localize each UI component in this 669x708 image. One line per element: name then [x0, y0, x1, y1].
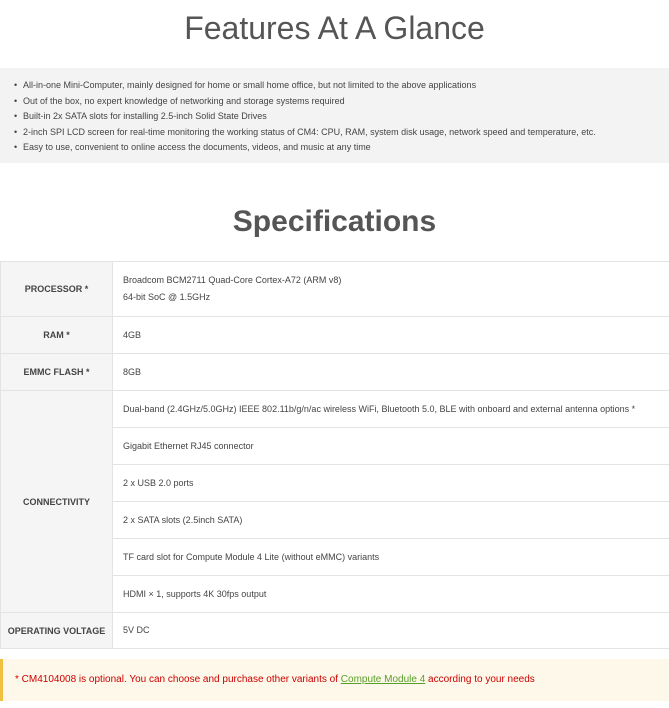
- emmc-value: 8GB: [113, 354, 669, 391]
- table-row: [1, 354, 669, 391]
- feature-item: • Built-in 2x SATA slots for installing 2.5-inch Solid State Drives: [14, 109, 596, 125]
- connectivity-item: TF card slot for Compute Module 4 Lite (without eMMC) variants: [113, 539, 669, 576]
- connectivity-item: 2 x USB 2.0 ports: [113, 465, 669, 502]
- emmc-label: EMMC FLASH *: [1, 354, 113, 391]
- bullet-icon: •: [14, 142, 18, 153]
- connectivity-item: Dual-band (2.4GHz/5.0GHz) IEEE 802.11b/g/n/ac wireless WiFi, Bluetooth 5.0, BLE with onboard and external antenna options *: [113, 391, 669, 428]
- note-text: * CM4104008 is optional. You can choose and purchase other variants of Compute Module 4 according to your needs: [15, 674, 535, 685]
- optional-note: [0, 659, 669, 701]
- feature-item: • All-in-one Mini-Computer, mainly designed for home or small home office, but not limited to the above applications: [14, 78, 596, 94]
- connectivity-item: Gigabit Ethernet RJ45 connector: [113, 428, 669, 465]
- features-title: Features At A Glance: [184, 10, 485, 46]
- features-list-box: [0, 68, 669, 163]
- bullet-icon: •: [14, 95, 18, 106]
- processor-value: Broadcom BCM2711 Quad-Core Cortex-A72 (ARM v8) 64-bit SoC @ 1.5GHz: [113, 262, 669, 317]
- connectivity-label: CONNECTIVITY: [1, 391, 113, 613]
- voltage-label: OPERATING VOLTAGE: [1, 613, 113, 649]
- connectivity-item: 2 x SATA slots (2.5inch SATA): [113, 502, 669, 539]
- table-row: [1, 391, 669, 428]
- table-row: [1, 262, 669, 317]
- features-list: [14, 78, 596, 156]
- ram-value: 4GB: [113, 317, 669, 354]
- feature-item: • Easy to use, convenient to online access the documents, videos, and music at any time: [14, 140, 596, 156]
- bullet-icon: •: [14, 126, 18, 137]
- connectivity-item: HDMI × 1, supports 4K 30fps output: [113, 576, 669, 613]
- table-row: [1, 613, 669, 649]
- voltage-value: 5V DC: [113, 613, 669, 649]
- ram-label: RAM *: [1, 317, 113, 354]
- bullet-icon: •: [14, 80, 18, 90]
- feature-item: • Out of the box, no expert knowledge of networking and storage systems required: [14, 94, 596, 110]
- compute-module-4-link[interactable]: Compute Module 4: [340, 674, 426, 685]
- table-row: [1, 317, 669, 354]
- feature-item: • 2-inch SPI LCD screen for real-time monitoring the working status of CM4: CPU, RAM, system disk usage, network speed and temperature, etc.: [14, 125, 596, 141]
- processor-label: PROCESSOR *: [1, 262, 113, 317]
- specifications-table: [0, 261, 669, 649]
- specifications-title: Specifications: [232, 205, 437, 238]
- bullet-icon: •: [14, 111, 18, 122]
